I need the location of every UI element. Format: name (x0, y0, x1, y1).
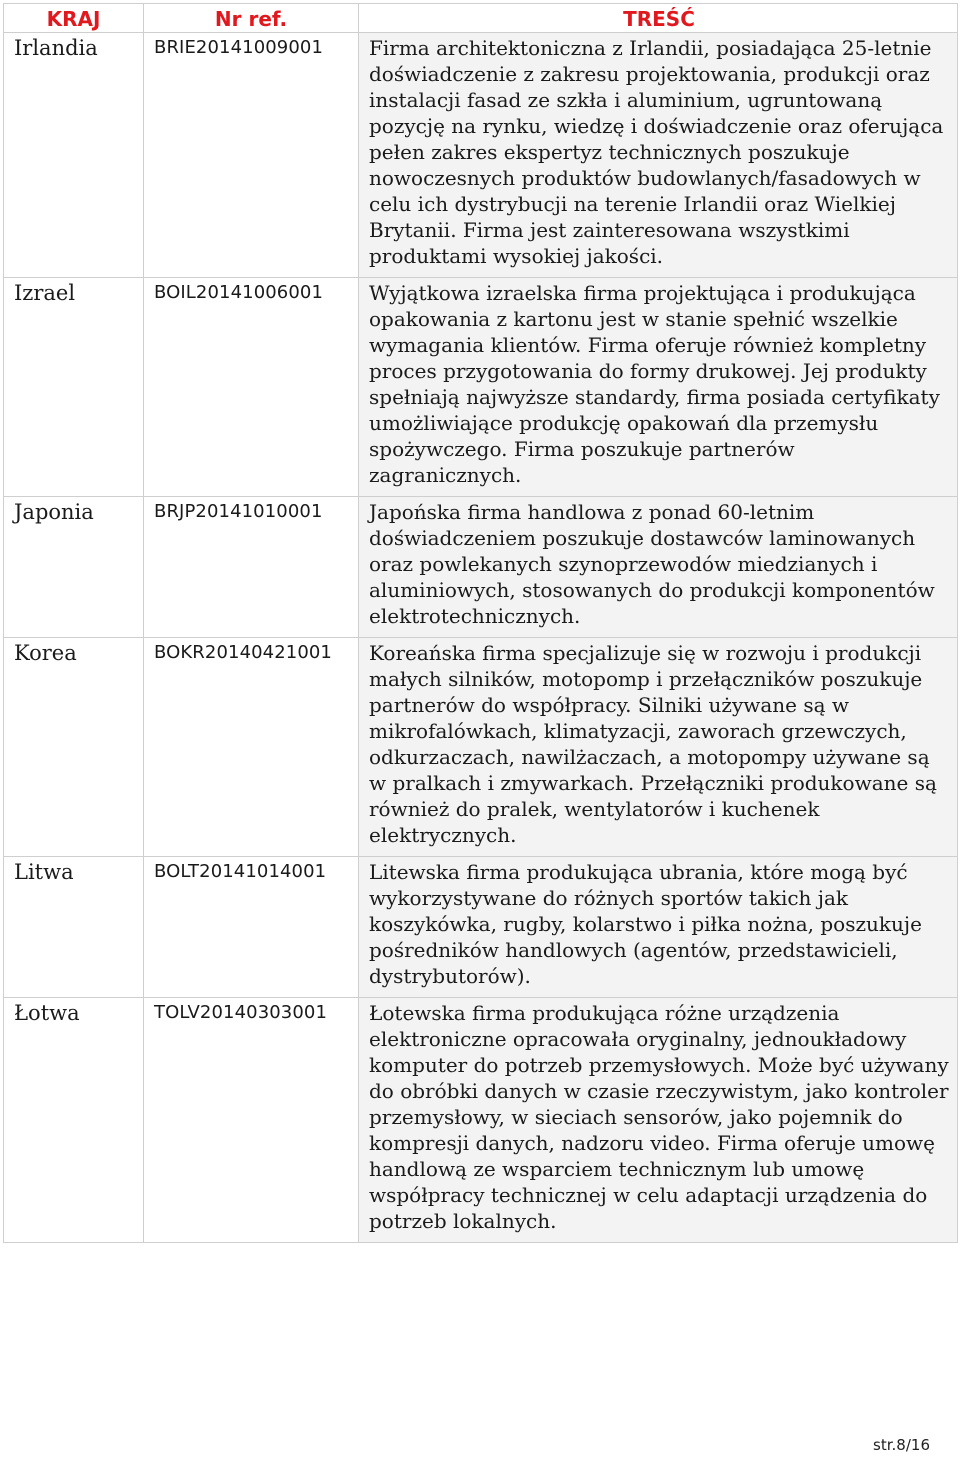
ref-number-cell: BOLT20141014001 (144, 857, 359, 998)
content-cell: Japońska firma handlowa z ponad 60-letnim doświadczeniem poszukuje dostawców laminowanych oraz powlekanych szynoprzewodów miedzianych i aluminiowych, stosowanych do produkcji komponentów elektrotechnicznych. (359, 497, 958, 638)
table-header-row (4, 4, 958, 33)
country-cell: Litwa (4, 857, 144, 998)
table-row (4, 497, 958, 638)
content-cell: Firma architektoniczna z Irlandii, posiadająca 25-letnie doświadczenie z zakresu projektowania, produkcji oraz instalacji fasad ze szkła i aluminium, ugruntowaną pozycję na rynku, wiedzę i doświadczenie oraz oferująca pełen zakres ekspertyz technicznych poszukuje nowoczesnych produktów budowlanych/fasadowych w celu ich dystrybucji na terenie Irlandii oraz Wielkiej Brytanii. Firma jest zainteresowana wszystkimi produktami wysokiej jakości. (359, 33, 958, 278)
table-row (4, 638, 958, 857)
country-cell: Korea (4, 638, 144, 857)
ref-number-cell: BOIL20141006001 (144, 278, 359, 497)
country-cell: Irlandia (4, 33, 144, 278)
content-cell: Wyjątkowa izraelska firma projektująca i produkująca opakowania z kartonu jest w stanie spełnić wszelkie wymagania klientów. Firma oferuje również kompletny proces przygotowania do formy drukowej. Jej produkty spełniają najwyższe standardy, firma posiada certyfikaty umożliwiające produkcję opakowań dla przemysłu spożywczego. Firma poszukuje partnerów zagranicznych. (359, 278, 958, 497)
header-ref: Nr ref. (144, 4, 359, 33)
content-cell: Łotewska firma produkująca różne urządzenia elektroniczne opracowała oryginalny, jednoukładowy komputer do potrzeb przemysłowych. Może być używany do obróbki danych w czasie rzeczywistym, jako kontroler przemysłowy, w sieciach sensorów, jako pojemnik do kompresji danych, nadzoru video. Firma oferuje umowę handlową ze wsparciem technicznym lub umowę współpracy technicznej w celu adaptacji urządzenia do potrzeb lokalnych. (359, 998, 958, 1243)
content-cell: Litewska firma produkująca ubrania, które mogą być wykorzystywane do różnych sportów takich jak koszykówka, rugby, kolarstwo i piłka nożna, poszukuje pośredników handlowych (agentów, przedstawicieli, dystrybutorów). (359, 857, 958, 998)
header-country: KRAJ (4, 4, 144, 33)
page-number: str.8/16 (873, 1436, 930, 1454)
table-row (4, 33, 958, 278)
table-row (4, 857, 958, 998)
ref-number-cell: BRIE20141009001 (144, 33, 359, 278)
country-cell: Łotwa (4, 998, 144, 1243)
ref-number-cell: TOLV20140303001 (144, 998, 359, 1243)
content-cell: Koreańska firma specjalizuje się w rozwoju i produkcji małych silników, motopomp i przełączników poszukuje partnerów do współpracy. Silniki używane są w mikrofalówkach, klimatyzacji, zaworach grzewczych, odkurzaczach, nawilżaczach, a motopompy używane są w pralkach i zmywarkach. Przełączniki produkowane są również do pralek, wentylatorów i kuchenek elektrycznych. (359, 638, 958, 857)
ref-number-cell: BOKR20140421001 (144, 638, 359, 857)
offers-table (3, 3, 958, 1243)
table-row (4, 278, 958, 497)
country-cell: Izrael (4, 278, 144, 497)
table-row (4, 998, 958, 1243)
ref-number-cell: BRJP20141010001 (144, 497, 359, 638)
header-content: TREŚĆ (359, 4, 958, 33)
country-cell: Japonia (4, 497, 144, 638)
